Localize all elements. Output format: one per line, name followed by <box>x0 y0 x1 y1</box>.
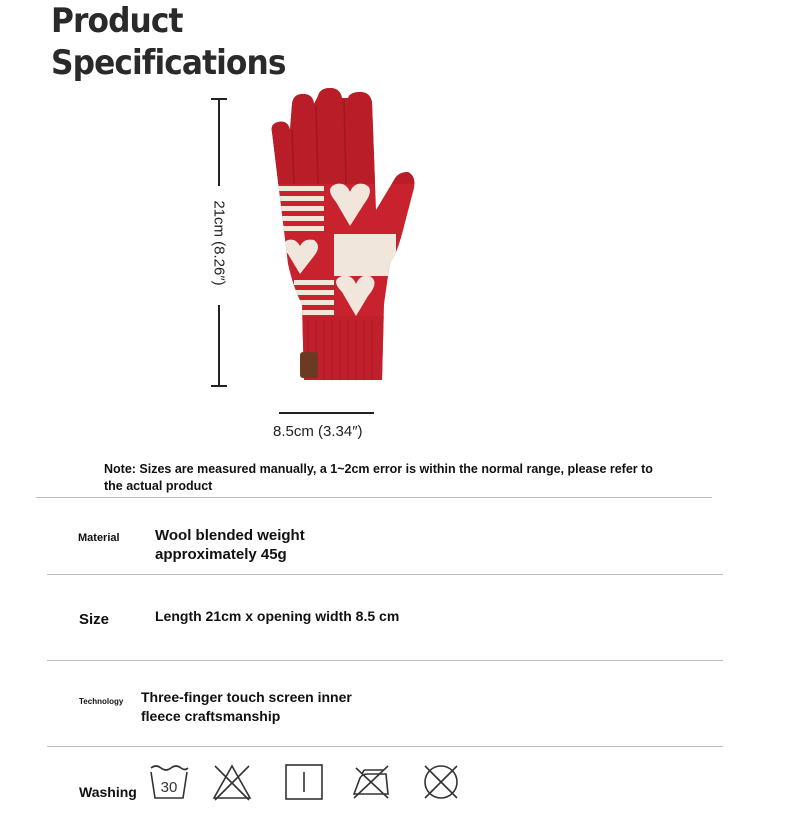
divider <box>47 574 723 575</box>
washing-label: Washing <box>79 784 137 800</box>
height-dimension-line-bottom <box>218 305 220 387</box>
technology-value: Three-finger touch screen inner fleece craftsmanship <box>141 689 352 724</box>
material-label: Material <box>78 532 120 544</box>
line-dry-icon <box>283 762 325 802</box>
page-title <box>51 0 286 84</box>
size-label: Size <box>79 611 110 628</box>
width-dimension-line <box>279 412 374 414</box>
divider <box>47 660 723 661</box>
brand-tag <box>300 352 318 378</box>
no-bleach-icon <box>211 762 253 802</box>
wash-30-icon <box>148 762 190 802</box>
material-value: Wool blended weight approximately 45g <box>155 527 305 563</box>
no-iron-icon <box>350 762 392 802</box>
technology-label: Technology <box>79 697 124 706</box>
title-line-1: Product <box>51 1 183 41</box>
divider <box>36 497 712 498</box>
width-dimension-label: 8.5cm (3.34″) <box>273 423 363 440</box>
title-line-2: Specifications <box>51 43 286 83</box>
divider <box>47 746 723 747</box>
height-dimension-line-top <box>218 98 220 186</box>
height-dimension-label: 21cm (8.26″) <box>210 200 228 286</box>
size-note: Note: Sizes are measured manually, a 1~2cm error is within the normal range, please refer to the actual product <box>104 462 653 493</box>
no-dry-clean-icon <box>420 762 462 802</box>
size-value: Length 21cm x opening width 8.5 cm <box>155 608 400 624</box>
glove-illustration <box>258 84 418 394</box>
glove-image <box>258 84 418 394</box>
wash-temperature: 30 <box>160 779 178 796</box>
height-dimension-tick-bottom <box>211 385 227 387</box>
